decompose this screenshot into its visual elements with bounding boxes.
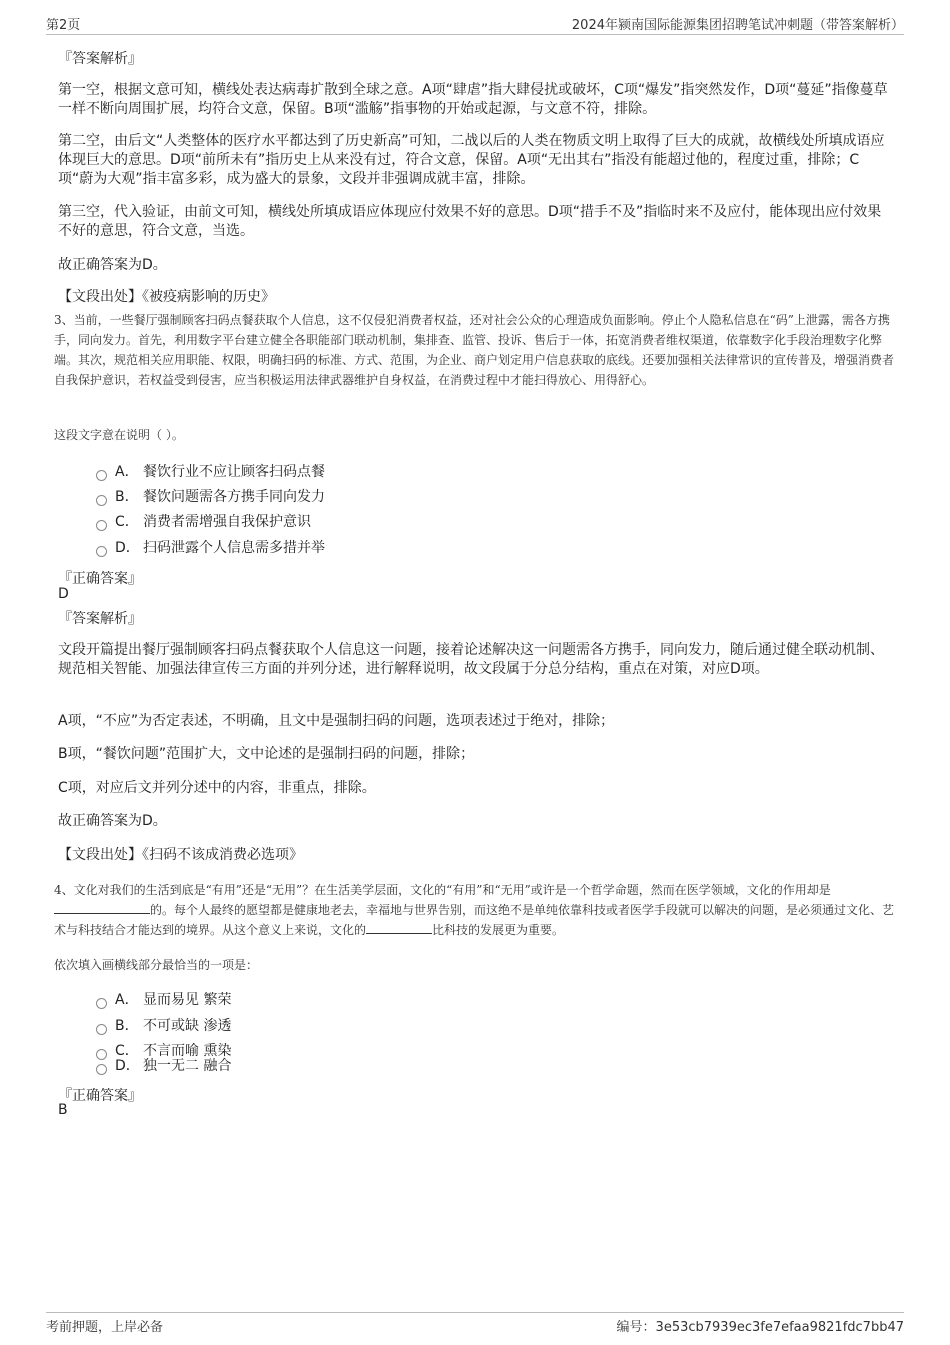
q4-question-text: 4、文化对我们的生活到底是“有用”还是“无用”？在生活美学层面，文化的“有用”和“无用”或许是一个哲学命题，然而在医学领域，文化的作用却是的。每个人最终的愿望都是健康地老去，幸福地与世界告别，而这绝不是单纯依靠科技或者医学手段就可以解决的问题，是必须通过文化、艺术与科技结合才能达到的境界。从这个意义上来说，文化的 比科技的发展更为重要。	[54, 883, 895, 937]
q4-answer: B	[58, 1102, 68, 1118]
q4-option-c[interactable]: C． 不言而喻 熏染	[96, 1041, 231, 1061]
radio-icon[interactable]	[96, 470, 107, 481]
page-footer	[46, 1312, 904, 1335]
radio-icon[interactable]	[96, 1064, 107, 1075]
q4-prompt: 依次填入画横线部分最恰当的一项是：	[54, 958, 259, 972]
document-id: 编号：3e53cb7939ec3fe7efaa9821fdc7bb47	[616, 1320, 904, 1335]
q3-conclusion: 故正确答案为D。	[58, 813, 167, 829]
q3-analysis-para-3: B项，“餐饮问题”范围扩大，文中论述的是强制扫码的问题，排除；	[58, 746, 475, 762]
radio-icon[interactable]	[96, 546, 107, 557]
q2-conclusion: 故正确答案为D。	[58, 257, 167, 273]
radio-icon[interactable]	[96, 998, 107, 1009]
blank-2	[366, 921, 432, 934]
q3-answer: D	[58, 586, 69, 602]
q3-analysis-para-1: 文段开篇提出餐厅强制顾客扫码点餐获取个人信息这一问题，接着论述解决这一问题需各方携手，同向发力，随后通过健全联动机制、规范相关智能、加强法律宣传三方面的并列分述，进行解释说明，故文段属于分总分结构，重点在对策，对应D项。	[58, 642, 884, 677]
q3-option-b[interactable]: B． 餐饮问题需各方携手同向发力	[96, 487, 325, 507]
q3-option-c[interactable]: C． 消费者需增强自我保护意识	[96, 512, 311, 532]
footer-slogan: 考前押题，上岸必备	[46, 1320, 164, 1335]
radio-icon[interactable]	[96, 1024, 107, 1035]
radio-icon[interactable]	[96, 520, 107, 531]
q4-answer-label: 『正确答案』	[58, 1088, 142, 1104]
q3-analysis-label: 『答案解析』	[58, 611, 142, 627]
page-header	[46, 14, 904, 35]
q3-answer-label: 『正确答案』	[58, 571, 142, 587]
q2-analysis-para-1: 第一空，根据文意可知，横线处表达病毒扩散到全球之意。A项“肆虐”指大肆侵扰或破坏，C项“爆发”指突然发作，D项“蔓延”指像蔓草一样不断向周围扩展，均符合文意，保留。B项“滥觞”指事物的开始或起源，与文意不符，排除。	[58, 82, 888, 117]
q3-option-d[interactable]: D． 扫码泄露个人信息需多措并举	[96, 538, 325, 558]
radio-icon[interactable]	[96, 495, 107, 506]
q3-source: 【文段出处】《扫码不该成消费必选项》	[58, 847, 303, 863]
page-number: 第2页	[46, 18, 81, 33]
q4-option-d[interactable]: D． 独一无二 融合	[96, 1056, 231, 1076]
q2-analysis-para-3: 第三空，代入验证，由前文可知，横线处所填成语应体现应付效果不好的意思。D项“措手不及”指临时来不及应付，能体现出应付效果不好的意思，符合文意，当选。	[58, 204, 882, 239]
q2-analysis-label: 『答案解析』	[58, 51, 142, 67]
q3-analysis-para-2: A项，“不应”为否定表述，不明确，且文中是强制扫码的问题，选项表述过于绝对，排除；	[58, 713, 615, 729]
q4-option-a[interactable]: A． 显而易见 繁荣	[96, 990, 231, 1010]
q3-question-text: 3、当前，一些餐厅强制顾客扫码点餐获取个人信息，这不仅侵犯消费者权益，还对社会公众的心理造成负面影响。停止个人隐私信息在“码”上泄露，需各方携手，同向发力。首先，利用数字平台建立健全各职能部门联动机制，集排查、监管、投诉、售后于一体，拓宽消费者维权渠道，依靠数字化手段治理数字化弊端。其次，规范相关应用职能、权限，明确扫码的标准、方式、范围，为企业、商户划定用户信息获取的底线。还要加强相关法律常识的宣传普及，增强消费者自我保护意识，若权益受到侵害，应当积极运用法律武器维护自身权益，在消费过程中才能扫得放心、用得舒心。	[54, 313, 895, 387]
q4-option-b[interactable]: B． 不可或缺 渗透	[96, 1016, 231, 1036]
q2-analysis-para-2: 第二空，由后文“人类整体的医疗水平都达到了历史新高”可知，二战以后的人类在物质文明上取得了巨大的成就，故横线处所填成语应体现巨大的意思。D项“前所未有”指历史上从来没有过，符合文意，保留。A项“无出其右”指没有能超过他的，程度过重，排除；C项“蔚为大观”指丰富多彩，成为盛大的景象，文段并非强调成就丰富，排除。	[58, 133, 885, 187]
q3-prompt: 这段文字意在说明（ ）。	[54, 428, 184, 442]
document-title: 2024年颍南国际能源集团招聘笔试冲刺题（带答案解析）	[571, 18, 904, 33]
blank-1	[54, 901, 150, 914]
q2-source: 【文段出处】《被疫病影响的历史》	[58, 289, 275, 305]
q3-option-a[interactable]: A． 餐饮行业不应让顾客扫码点餐	[96, 462, 325, 482]
q3-analysis-para-4: C项，对应后文并列分述中的内容，非重点，排除。	[58, 780, 376, 796]
